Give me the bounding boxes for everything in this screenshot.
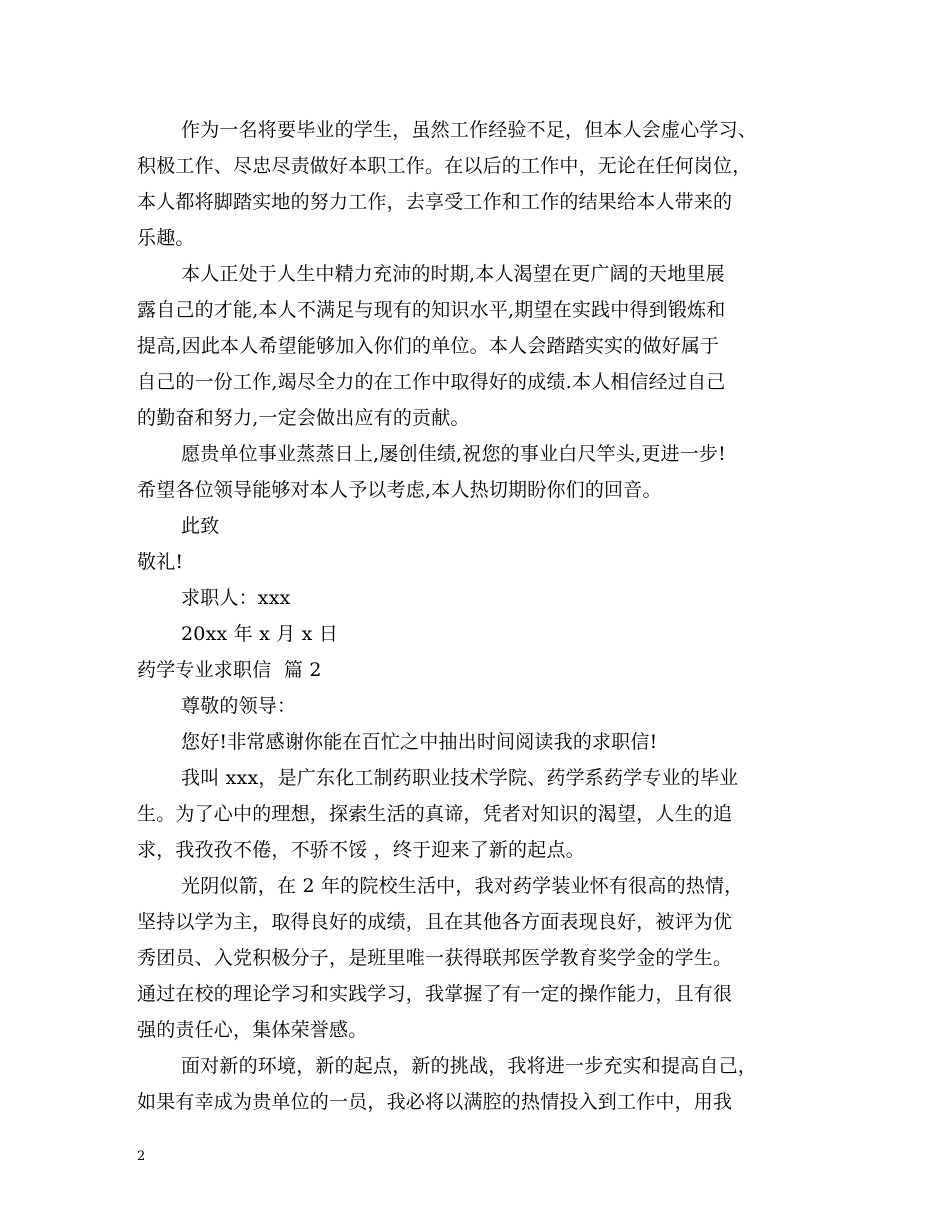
paragraph-line: 乐趣。 bbox=[137, 227, 195, 249]
paragraph-line: 我叫 xxx，是广东化工制药职业技术学院、药学系药学专业的毕业 bbox=[181, 767, 739, 789]
paragraph-line: 您好!非常感谢你能在百忙之中抽出时间阅读我的求职信! bbox=[181, 731, 658, 753]
paragraph-line: 面对新的环境，新的起点，新的挑战，我将进一步充实和提高自己， bbox=[181, 1055, 758, 1077]
paragraph-line: 秀团员、入党积极分子，是班里唯一获得联邦医学教育奖学金的学生。 bbox=[137, 947, 733, 969]
paragraph-line: 自己的一份工作,竭尽全力的在工作中取得好的成绩.本人相信经过自己 bbox=[137, 371, 726, 393]
paragraph-line: 露自己的才能,本人不满足与现有的知识水平,期望在实践中得到锻炼和 bbox=[137, 299, 726, 321]
paragraph-line: 本人正处于人生中精力充沛的时期,本人渴望在更广阔的天地里展 bbox=[181, 263, 725, 285]
page-number: 2 bbox=[137, 1149, 146, 1164]
paragraph-line: 坚持以学为主，取得良好的成绩，且在其他各方面表现良好，被评为优 bbox=[137, 911, 733, 933]
paragraph-line: 通过在校的理论学习和实践学习，我掌握了有一定的操作能力，且有很 bbox=[137, 983, 733, 1005]
paragraph-line: 提高,因此本人希望能够加入你们的单位。本人会踏踏实实的做好属于 bbox=[137, 335, 720, 357]
closing-line: 此致 bbox=[181, 515, 220, 537]
paragraph-line: 作为一名将要毕业的学生，虽然工作经验不足，但本人会虚心学习、 bbox=[181, 119, 758, 141]
paragraph-line: 如果有幸成为贵单位的一员，我必将以满腔的热情投入到工作中，用我 bbox=[137, 1091, 733, 1113]
applicant-line: 求职人：xxx bbox=[181, 587, 291, 609]
paragraph-line: 积极工作、尽忠尽责做好本职工作。在以后的工作中，无论在任何岗位， bbox=[137, 155, 752, 177]
paragraph-line: 光阴似箭，在 2 年的院校生活中，我对药学装业怀有很高的热情， bbox=[181, 875, 744, 897]
paragraph-line: 求，我孜孜不倦，不骄不馁 ，终于迎来了新的起点。 bbox=[137, 839, 585, 861]
greeting-line: 尊敬的领导： bbox=[181, 695, 297, 717]
section-heading: 药学专业求职信 篇 2 bbox=[137, 659, 322, 681]
salutation-line: 敬礼! bbox=[137, 551, 184, 573]
date-line: 20xx 年 x 月 x 日 bbox=[181, 623, 339, 645]
paragraph-line: 的勤奋和努力,一定会做出应有的贡献。 bbox=[137, 407, 470, 429]
paragraph-line: 本人都将脚踏实地的努力工作，去享受工作和工作的结果给本人带来的 bbox=[137, 191, 733, 213]
paragraph-line: 希望各位领导能够对本人予以考虑,本人热切期盼你们的回音。 bbox=[137, 479, 662, 501]
paragraph-line: 生。为了心中的理想，探索生活的真谛，凭者对知识的渴望，人生的追 bbox=[137, 803, 733, 825]
paragraph-line: 强的责任心，集体荣誉感。 bbox=[137, 1019, 368, 1041]
paragraph-line: 愿贵单位事业蒸蒸日上,屡创佳绩,祝您的事业白尺竿头,更进一步! bbox=[181, 443, 726, 465]
